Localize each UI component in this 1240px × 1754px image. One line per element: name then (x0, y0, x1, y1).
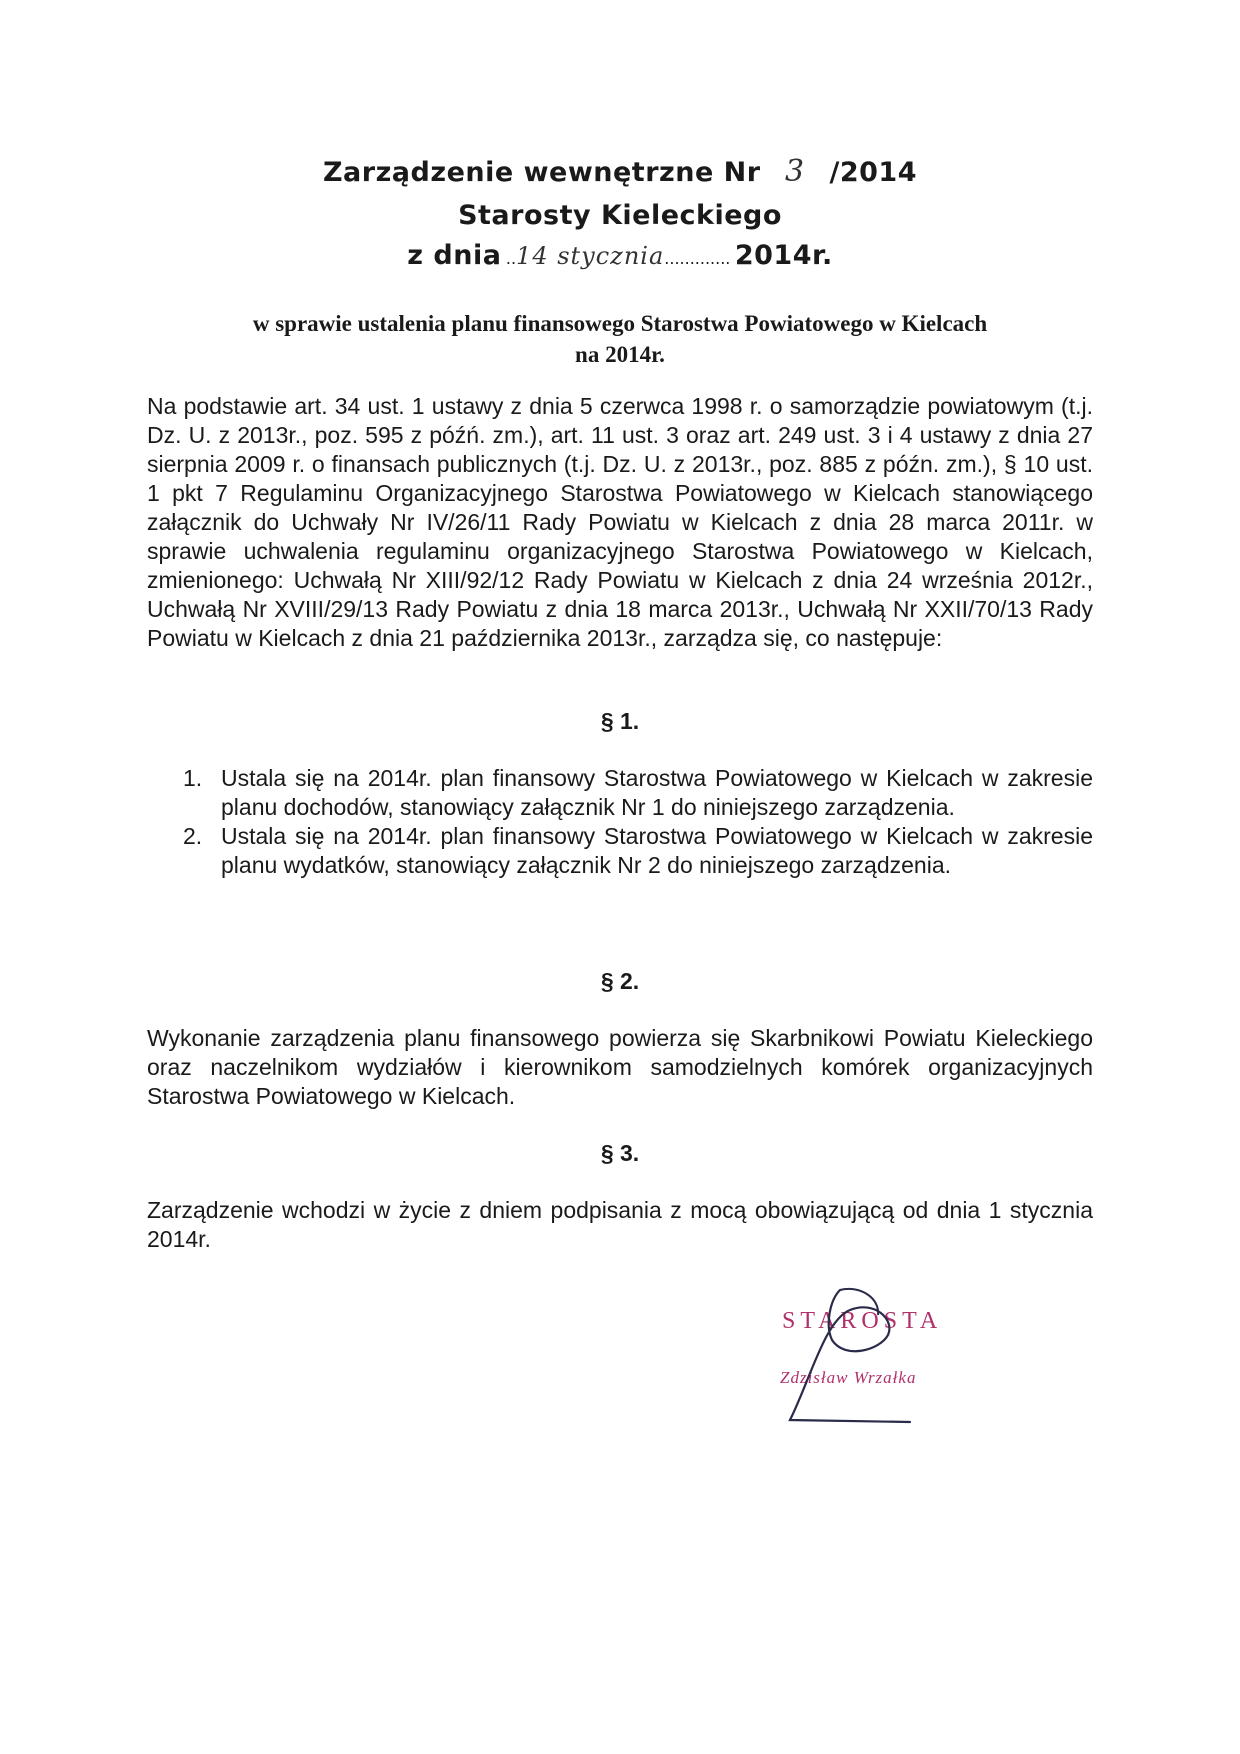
section-3-text: Zarządzenie wchodzi w życie z dniem podpisania z mocą obowiązującą od dnia 1 stycznia 2014r. (147, 1197, 1093, 1252)
section-1-heading: § 1. (600, 708, 640, 734)
title-line-1 (0, 154, 1240, 189)
list-item-text: Ustala się na 2014r. plan finansowy Starostwa Powiatowego w Kielcach w zakresie planu wydatków, stanowiący załącznik Nr 2 do niniejszego zarządzenia. (221, 823, 1093, 878)
list-item (147, 822, 1093, 880)
issuer: Starosty Kieleckiego (458, 200, 782, 231)
section-2-text: Wykonanie zarządzenia planu finansowego powierza się Skarbnikowi Powiatu Kieleckiego oraz naczelnikom wydziałów i kierownikom samodzielnych komórek organizacyjnych Starostwa Powiatowego w Kielcach. (147, 1025, 1093, 1109)
official-stamp (770, 1280, 990, 1430)
date-year: 2014r. (734, 240, 833, 271)
list-item (147, 764, 1093, 822)
section-2-heading: § 2. (600, 968, 640, 994)
section-3-heading: § 3. (600, 1140, 640, 1166)
title-line-2 (0, 200, 1240, 231)
title-year: /2014 (829, 157, 918, 188)
subject-line-2: na 2014r. (575, 342, 665, 367)
list-item-number: 1. (183, 765, 203, 791)
list-item-number: 2. (183, 823, 203, 849)
list-item-text: Ustala się na 2014r. plan finansowy Starostwa Powiatowego w Kielcach w zakresie planu dochodów, stanowiący załącznik Nr 1 do niniejszego zarządzenia. (221, 765, 1093, 820)
preamble: Na podstawie art. 34 ust. 1 ustawy z dnia 5 czerwca 1998 r. o samorządzie powiatowym (t.j. Dz. U. z 2013r., poz. 595 z późń. zm.), art. 11 ust. 3 oraz art. 249 ust. 3 i 4 ustawy z dnia 27 sierpnia 2009 r. o finansach publicznych (t.j. Dz. U. z 2013r., poz. 885 z późn. zm.), § 10 ust. 1 pkt 7 Regulaminu Organizacyjnego Starostwa Powiatowego w Kielcach stanowiącego załącznik do Uchwały Nr IV/26/11 Rady Powiatu w Kielcach z dnia 28 marca 2011r. w sprawie uchwalenia regulaminu organizacyjnego Starostwa Powiatowego w Kielcach, zmienionego: Uchwałą Nr XIII/92/12 Rady Powiatu w Kielcach z dnia 24 września 2012r., Uchwałą Nr XVIII/29/13 Rady Powiatu z dnia 18 marca 2013r., Uchwałą Nr XXII/70/13 Rady Powiatu w Kielcach z dnia 21 października 2013r., zarządza się, co następuje: (147, 393, 1093, 651)
title-line-3: z dnia ..14 stycznia............. 2014r. (407, 240, 833, 271)
handwritten-number: 3 (785, 154, 806, 189)
title-prefix: Zarządzenie wewnętrzne Nr (322, 157, 761, 188)
stamp-title: STAROSTA (782, 1308, 943, 1334)
date-prefix: z dnia (407, 240, 502, 271)
subject-line-1: w sprawie ustalenia planu finansowego Starostwa Powiatowego w Kielcach (252, 311, 988, 336)
handwritten-date: 14 stycznia (516, 242, 665, 270)
section-1-list (147, 764, 1093, 880)
stamp-name: Zdzisław Wrzałka (780, 1368, 917, 1387)
subject (0, 308, 1240, 370)
handwritten-signature (770, 1280, 990, 1430)
